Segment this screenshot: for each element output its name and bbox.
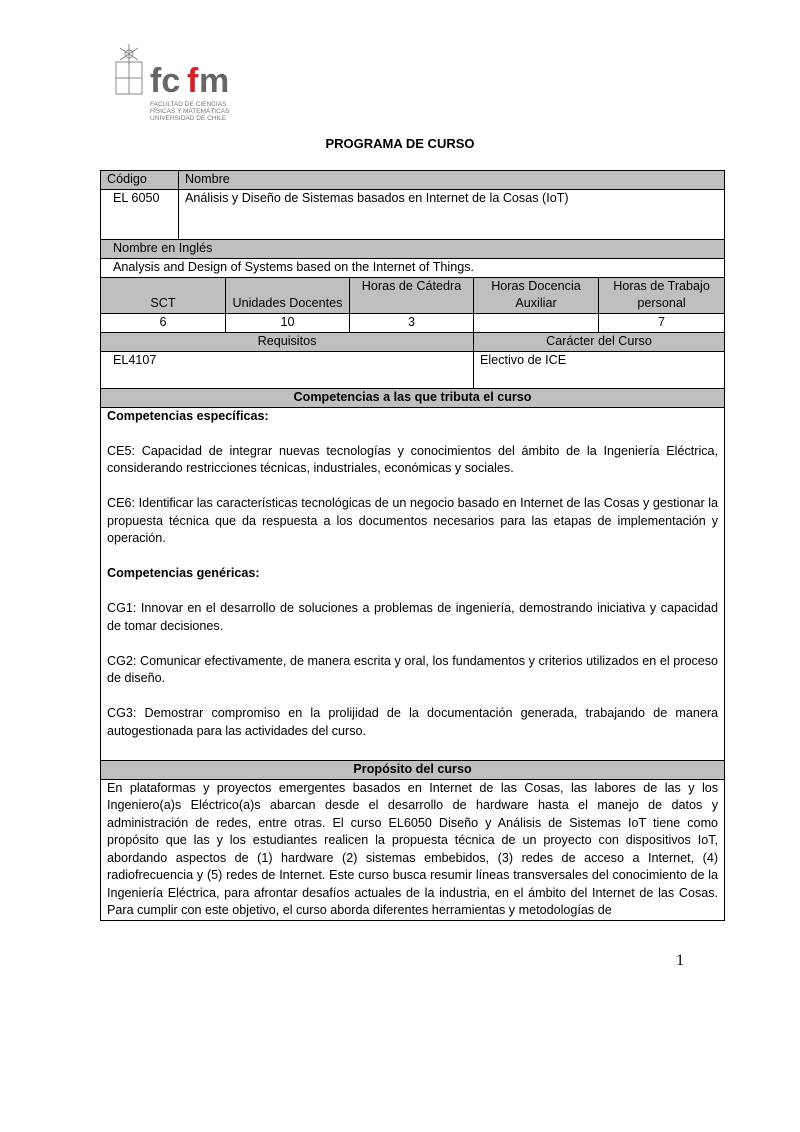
svg-text:fc: fc [150, 62, 181, 100]
competencia-cg3: CG3: Demostrar compromiso en la prolijidad de la documentación generada, trabajando de manera autogestionada para las actividades del curso. [107, 706, 719, 738]
codigo-value: EL 6050 [101, 189, 179, 239]
competencia-ce5: CE5: Capacidad de integrar nuevas tecnologías y conocimientos del ámbito de la Ingeniería Eléctrica, considerando restricciones técnicas, industriales, económicas y sociales. [107, 443, 719, 475]
nombre-label: Nombre [179, 171, 725, 190]
course-table [100, 170, 725, 921]
hours-value-sct: 6 [101, 313, 226, 332]
page-number: 1 [676, 952, 684, 969]
genericas-label: Competencias genéricas: [107, 566, 260, 580]
competencias-content [101, 407, 725, 760]
hours-header-sct: SCT [101, 277, 226, 313]
svg-text:UNIVERSIDAD DE CHILE: UNIVERSIDAD DE CHILE [150, 115, 227, 122]
hours-value-personal: 7 [599, 313, 725, 332]
especificas-label: Competencias específicas: [107, 408, 269, 423]
university-crest-icon [108, 44, 238, 126]
competencia-ce6: CE6: Identificar las características tecnológicas de un negocio basado en Internet de las Cosas y gestionar la propuesta técnica que da respuesta a los documentos necesarios para las etapas de implementación y operación. [107, 496, 719, 545]
hours-value-auxiliar [474, 313, 599, 332]
caracter-value: Electivo de ICE [474, 351, 725, 388]
svg-text:m: m [199, 62, 230, 100]
competencia-cg2: CG2: Comunicar efectivamente, de manera escrita y oral, los fundamentos y criterios utilizados en el proceso de diseño. [107, 653, 719, 685]
hours-value-catedra: 3 [350, 313, 474, 332]
hours-header-catedra: Horas de Cátedra [350, 277, 474, 313]
fcfm-logo [108, 44, 238, 126]
caracter-label: Carácter del Curso [474, 332, 725, 351]
ingles-label: Nombre en Inglés [101, 239, 725, 258]
hours-header-unidades: Unidades Docentes [226, 277, 350, 313]
requisitos-value: EL4107 [101, 351, 474, 388]
hours-value-unidades: 10 [226, 313, 350, 332]
codigo-label: Código [101, 171, 179, 190]
svg-text:FÍSICAS Y MATEMÁTICAS: FÍSICAS Y MATEMÁTICAS [150, 108, 230, 115]
competencias-header: Competencias a las que tributa el curso [101, 388, 725, 407]
competencia-cg1: CG1: Innovar en el desarrollo de soluciones a problemas de ingeniería, demostrando iniciativa y capacidad de tomar decisiones. [107, 601, 719, 633]
svg-text:f: f [187, 62, 199, 100]
requisitos-label: Requisitos [101, 332, 474, 351]
hours-header-auxiliar: Horas Docencia Auxiliar [474, 277, 599, 313]
ingles-value: Analysis and Design of Systems based on the Internet of Things. [101, 258, 725, 277]
nombre-value: Análisis y Diseño de Sistemas basados en Internet de la Cosas (IoT) [179, 189, 725, 239]
svg-text:FACULTAD DE CIENCIAS: FACULTAD DE CIENCIAS [150, 101, 227, 108]
proposito-header: Propósito del curso [101, 760, 725, 779]
page-title: PROGRAMA DE CURSO [325, 136, 475, 151]
proposito-content: En plataformas y proyectos emergentes basados en Internet de las Cosas, las labores de las y los Ingeniero(a)s Eléctrico(a)s abarcan desde el desarrollo de hardware hasta el manejo de datos y administración de redes, entre otras. El curso EL6050 Diseño y Análisis de Sistemas IoT tiene como propósito que las y los estudiantes realicen la propuesta técnica de un proyecto con dispositivos IoT, abordando aspectos de (1) hardware (2) sistemas embebidos, (3) redes de acceso a Internet, (4) radiofrecuencia y (5) redes de Internet. Este curso busca resumir líneas transversales del conocimiento de la Ingeniería Eléctrica, para afrontar desafíos actuales de la industria, en el ámbito del Internet de las Cosas. Para cumplir con este objetivo, el curso aborda diferentes herramientas y metodologías de [101, 779, 725, 920]
hours-header-personal: Horas de Trabajo personal [599, 277, 725, 313]
